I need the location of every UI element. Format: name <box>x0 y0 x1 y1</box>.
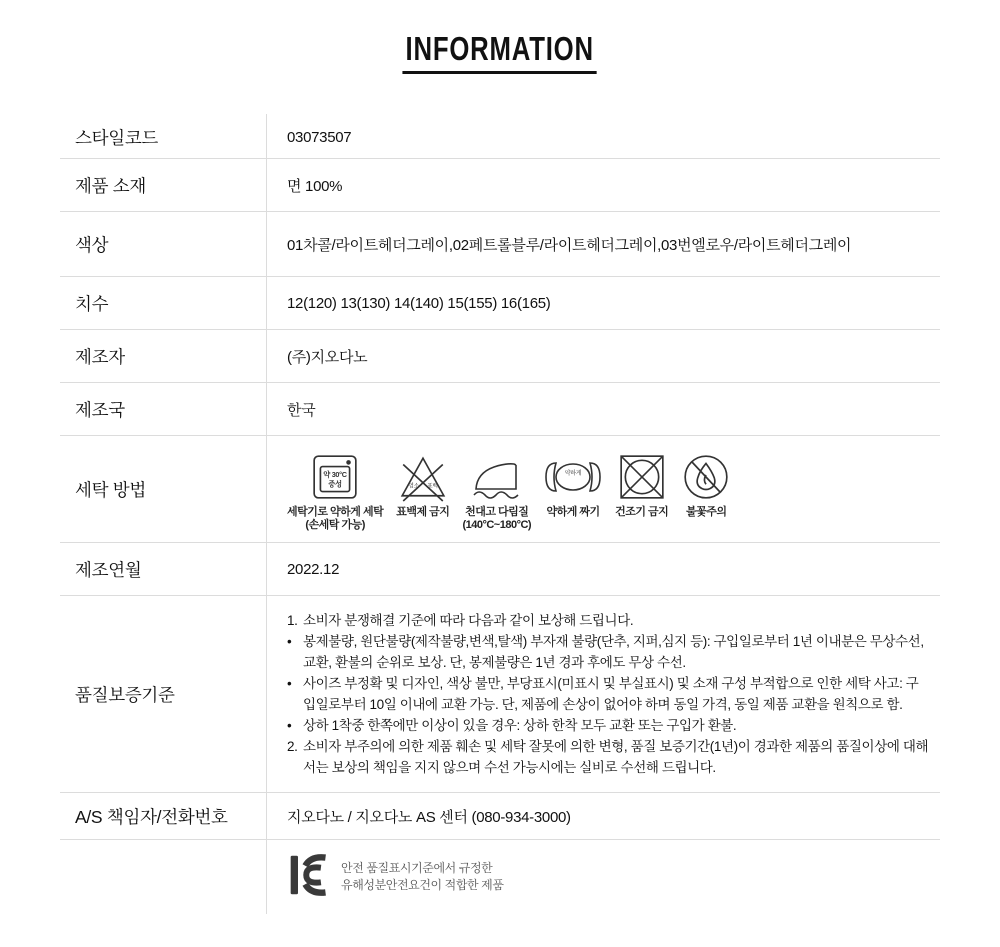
row-label: 제조국 <box>60 383 267 435</box>
wash-label: 천대고 다림질 (140°C~180°C) <box>462 506 532 531</box>
page-title: INFORMATION <box>403 30 598 74</box>
product-info-table <box>60 114 940 914</box>
row-label-empty <box>60 840 267 914</box>
row-value: 01차콜/라이트헤더그레이,02페트롤블루/라이트헤더그레이,03번엘로우/라이트헤더그레이 <box>287 236 852 254</box>
guarantee-item: 1. 소비자 분쟁해결 기준에 따라 다음과 같이 보상해 드립니다. <box>287 613 634 628</box>
wash-label: 세탁기로 약하게 세탁 (손세탁 가능) <box>287 506 384 531</box>
wash-item-machine <box>287 450 383 532</box>
table-row-size <box>60 277 940 330</box>
table-row-kc-certification <box>60 840 940 914</box>
table-row-wash-method <box>60 436 940 543</box>
wash-item-no-flame <box>681 450 731 519</box>
row-label: 색상 <box>60 212 267 276</box>
svg-text:염소: 염소 <box>408 483 419 490</box>
row-value: 지오다노 / 지오다노 AS 센터 (080-934-3000) <box>287 808 571 826</box>
svg-text:중성: 중성 <box>328 479 342 489</box>
wash-item-no-bleach <box>396 450 449 519</box>
row-value: 면 100% <box>287 177 343 195</box>
wring-gently-icon <box>544 450 602 502</box>
table-row-manufacture-date <box>60 543 940 596</box>
kc-certification <box>267 840 940 914</box>
row-label: 세탁 방법 <box>60 436 267 542</box>
row-value: (주)지오다노 <box>287 348 368 366</box>
machine-wash-30-icon <box>310 450 360 502</box>
no-open-flame-icon <box>681 450 731 502</box>
row-label: 제조자 <box>60 330 267 382</box>
no-bleach-icon <box>398 450 448 502</box>
table-row-guarantee <box>60 596 940 793</box>
wash-label: 표백제 금지 <box>396 506 450 518</box>
wash-label: 약하게 짜기 <box>546 506 600 518</box>
guarantee-text-block <box>267 596 940 792</box>
row-value: 2022.12 <box>287 560 340 578</box>
wash-label: 불꽃주의 <box>686 506 727 518</box>
wash-item-wring <box>544 450 602 519</box>
row-label: 제조연월 <box>60 543 267 595</box>
wash-label: 건조기 금지 <box>615 506 669 518</box>
svg-text:약 30°C: 약 30°C <box>323 470 347 479</box>
table-row-as-contact <box>60 793 940 840</box>
table-row-manufacturer <box>60 330 940 383</box>
guarantee-item: • 상하 1착중 한쪽에만 이상이 있을 경우: 상하 한착 모두 교환 또는 구입가 환불. <box>287 718 737 733</box>
row-value: 12(120) 13(130) 14(140) 15(155) 16(165) <box>287 294 551 312</box>
row-label: 치수 <box>60 277 267 329</box>
wash-icons-group <box>267 436 940 542</box>
row-label: 스타일코드 <box>60 114 267 158</box>
svg-text:약하게: 약하게 <box>564 471 582 477</box>
wash-item-iron <box>462 450 531 532</box>
no-tumble-dry-icon <box>617 450 667 502</box>
row-label: 품질보증기준 <box>60 596 267 792</box>
guarantee-item: • 봉제불량, 원단불량(제작불량,변색,탈색) 부자재 불량(단추, 지퍼,심지 등): 구입일로부터 1년 이내분은 무상수선, 교환, 환불의 순위로 보상. 단, 봉제불량은 1년 경과 후에도 무상 수선. <box>287 634 924 670</box>
table-row-material <box>60 159 940 212</box>
table-row-style-code <box>60 114 940 159</box>
iron-with-cloth-icon <box>470 450 524 502</box>
kc-mark-icon <box>287 852 331 902</box>
table-row-country <box>60 383 940 436</box>
guarantee-item: • 사이즈 부정확 및 디자인, 색상 불만, 부당표시(미표시 및 부실표시) 및 소재 구성 부적합으로 인한 세탁 사고: 구입일로부터 10일 이내에 교환 가능. 단, 제품에 손상이 없어야 하며 동일 가격, 동일 제품 교환을 원칙으로 함. <box>287 676 919 712</box>
kc-text: 안전 품질표시기준에서 규정한 유해성분안전요건이 적합한 제품 <box>341 861 504 892</box>
row-label: 제품 소재 <box>60 159 267 211</box>
row-value: 03073507 <box>287 128 352 146</box>
row-value: 한국 <box>287 401 316 419</box>
table-row-color <box>60 212 940 277</box>
title-wrap <box>0 30 1000 74</box>
svg-text:표백: 표백 <box>427 483 438 490</box>
row-label: A/S 책임자/전화번호 <box>60 793 267 839</box>
guarantee-item: 2. 소비자 부주의에 의한 제품 훼손 및 세탁 잘못에 의한 변형, 품질 보증기간(1년)이 경과한 제품의 품질이상에 대해서는 보상의 책임을 지지 않으며 수선 가능시에는 실비로 수선해 드립니다. <box>287 739 929 775</box>
wash-item-no-tumble-dry <box>615 450 668 519</box>
